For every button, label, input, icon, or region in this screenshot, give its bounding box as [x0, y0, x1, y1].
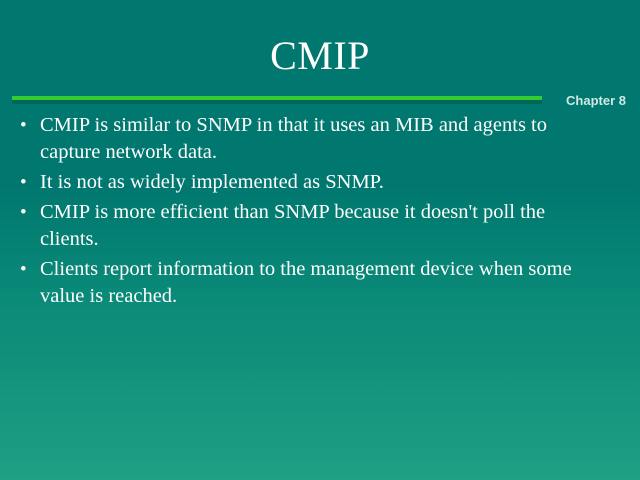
- list-item: [14, 199, 626, 253]
- bullet-list: [14, 112, 626, 313]
- list-item: [14, 112, 626, 166]
- bullet-icon: •: [20, 172, 27, 193]
- divider-dark-line: [12, 100, 542, 104]
- list-item: [14, 169, 626, 196]
- bullet-text: CMIP is similar to SNMP in that it uses an MIB and agents to capture network data.: [40, 114, 547, 163]
- title-divider: [12, 96, 542, 104]
- chapter-label: Chapter 8: [566, 93, 626, 108]
- bullet-text: Clients report information to the management device when some value is reached.: [40, 258, 572, 307]
- bullet-text: It is not as widely implemented as SNMP.: [40, 171, 384, 193]
- slide-title: CMIP: [270, 33, 370, 78]
- bullet-text: CMIP is more efficient than SNMP because it doesn't poll the clients.: [40, 201, 546, 250]
- bullet-icon: •: [20, 259, 27, 280]
- list-item: [14, 256, 626, 310]
- bullet-icon: •: [20, 115, 27, 136]
- bullet-icon: •: [20, 202, 27, 223]
